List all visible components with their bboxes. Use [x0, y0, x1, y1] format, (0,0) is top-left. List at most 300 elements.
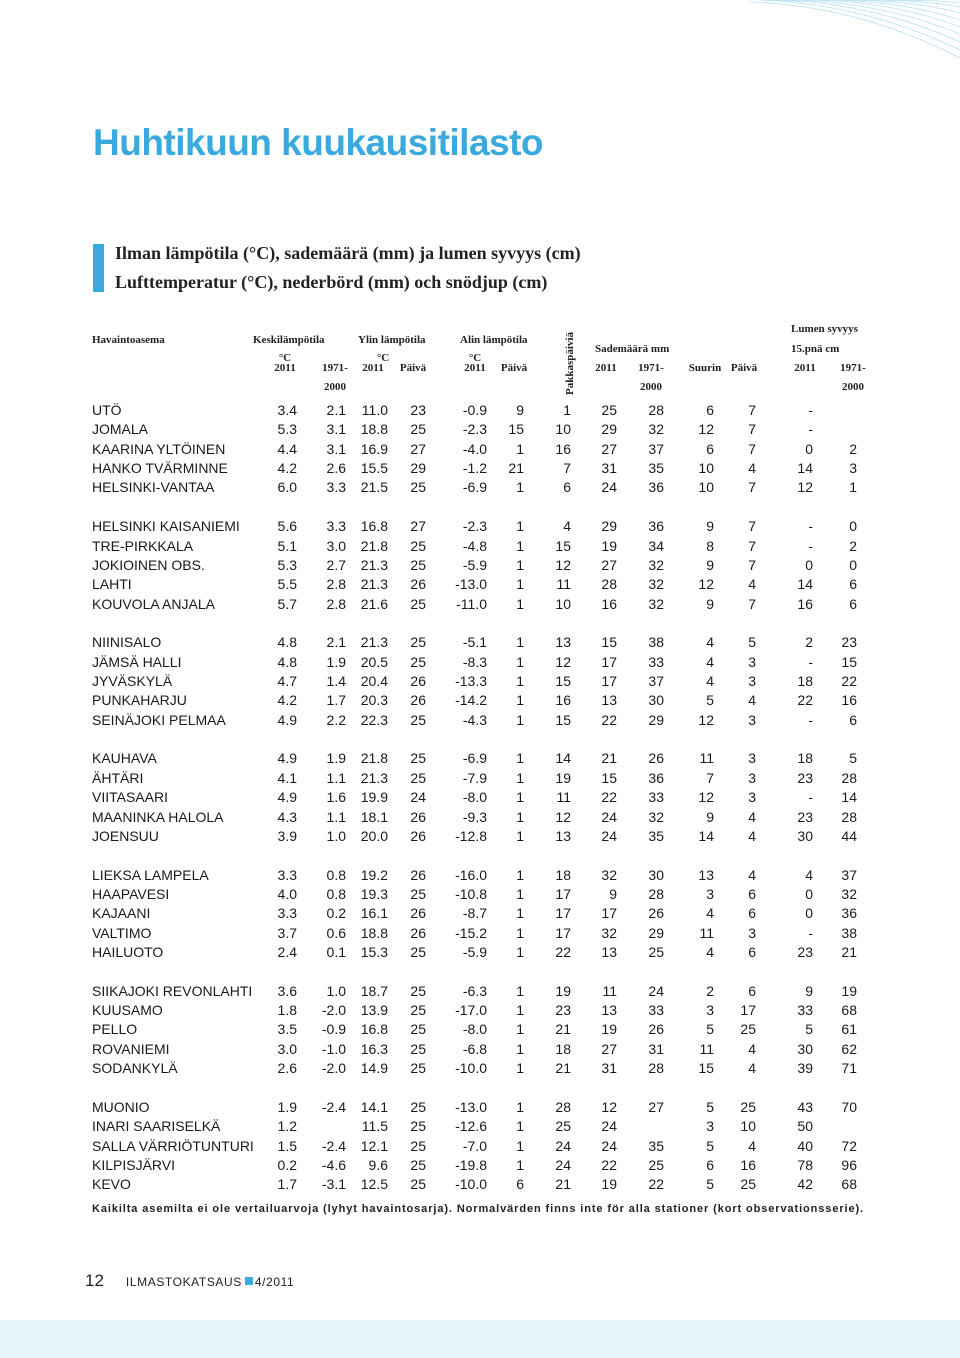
- cell-precip-day: 3: [748, 769, 756, 786]
- header-mean-2000: 2000: [324, 381, 346, 393]
- cell-min-2011: -10.0: [455, 1176, 487, 1193]
- cell-precip-1971-2000: 26: [648, 750, 664, 767]
- cell-min-day: 1: [516, 905, 524, 922]
- cell-precip-max: 5: [706, 1098, 714, 1115]
- cell-max-day: 25: [410, 885, 426, 902]
- cell-max-day: 25: [410, 556, 426, 573]
- cell-max-day: 25: [410, 1040, 426, 1057]
- cell-mean-2011: 5.5: [277, 576, 297, 593]
- cell-snow-1971-2000: 62: [841, 1040, 857, 1057]
- cell-frost-days: 21: [555, 1021, 571, 1038]
- cell-snow-2011: 0: [805, 905, 813, 922]
- cell-precip-2011: 25: [601, 402, 617, 418]
- cell-precip-day: 17: [740, 1002, 756, 1019]
- header-snow-date: 15.pnä cm: [791, 343, 840, 355]
- cell-min-2011: -19.8: [455, 1156, 487, 1173]
- header-station: Havaintoasema: [92, 334, 165, 346]
- cell-frost-days: 12: [555, 808, 571, 825]
- header-min-2011: 2011: [464, 362, 486, 374]
- cell-precip-2011: 17: [601, 905, 617, 922]
- cell-min-day: 1: [516, 711, 524, 728]
- cell-precip-2011: 15: [601, 634, 617, 651]
- footnote: Kaikilta asemilta ei ole vertailuarvoja (lyhyt havaintosarja). Normalvärden finns inte för alla stationer (kort observationsserie).: [92, 1203, 865, 1215]
- page-number: 12: [85, 1271, 104, 1290]
- cell-max-day: 25: [410, 944, 426, 960]
- cell-mean-1971-2000: 1.6: [326, 789, 346, 806]
- station-name: KEVO: [92, 1176, 131, 1193]
- cell-mean-1971-2000: 1.0: [326, 982, 346, 999]
- cell-min-day: 1: [516, 673, 524, 689]
- cell-snow-1971-2000: 44: [841, 827, 857, 844]
- cell-min-2011: -5.9: [462, 944, 487, 960]
- cell-mean-1971-2000: 1.1: [326, 808, 346, 825]
- cell-min-2011: -14.2: [455, 692, 487, 709]
- cell-snow-2011: 0: [805, 440, 813, 457]
- cell-frost-days: 14: [555, 750, 571, 767]
- cell-precip-max: 3: [706, 1002, 714, 1019]
- station-name: HAAPAVESI: [92, 885, 170, 902]
- cell-mean-2011: 4.9: [277, 711, 297, 728]
- cell-min-day: 1: [516, 692, 524, 709]
- cell-snow-1971-2000: 28: [841, 808, 857, 825]
- cell-max-2011: 20.5: [360, 653, 388, 670]
- cell-precip-day: 3: [748, 653, 756, 670]
- cell-min-2011: -8.3: [462, 653, 487, 670]
- cell-min-day: 1: [516, 1021, 524, 1038]
- cell-mean-2011: 4.9: [277, 750, 297, 767]
- station-name: KOUVOLA ANJALA: [92, 595, 215, 612]
- cell-precip-max: 12: [698, 789, 714, 806]
- header-precip-2011: 2011: [595, 362, 617, 374]
- cell-precip-day: 7: [748, 421, 756, 438]
- cell-max-day: 26: [410, 827, 426, 844]
- station-name: ÄHTÄRI: [92, 769, 144, 786]
- header-max-2011: 2011: [362, 362, 384, 374]
- cell-mean-2011: 4.9: [277, 789, 297, 806]
- cell-frost-days: 18: [555, 1040, 571, 1057]
- cell-precip-day: 4: [748, 576, 756, 593]
- cell-precip-max: 11: [699, 924, 714, 941]
- station-name: VALTIMO: [92, 924, 152, 941]
- cell-max-2011: 21.8: [360, 750, 388, 767]
- cell-precip-max: 3: [706, 885, 714, 902]
- cell-max-day: 25: [410, 769, 426, 786]
- cell-frost-days: 4: [563, 518, 571, 535]
- cell-mean-2011: 3.3: [277, 866, 297, 883]
- cell-snow-2011: 33: [797, 1002, 813, 1019]
- cell-precip-day: 6: [748, 944, 756, 960]
- cell-min-day: 9: [516, 402, 524, 418]
- cell-precip-2011: 13: [601, 944, 617, 960]
- cell-min-day: 1: [516, 479, 524, 496]
- cell-max-day: 27: [410, 518, 426, 535]
- cell-precip-day: 3: [748, 924, 756, 941]
- cell-mean-2011: 1.9: [277, 1098, 297, 1115]
- cell-mean-1971-2000: 0.8: [326, 866, 346, 883]
- station-name: PUNKAHARJU: [92, 692, 187, 709]
- cell-frost-days: 10: [555, 595, 571, 612]
- cell-precip-day: 4: [748, 827, 756, 844]
- cell-snow-1971-2000: 61: [841, 1021, 857, 1038]
- cell-max-2011: 9.6: [368, 1156, 388, 1173]
- cell-mean-2011: 4.1: [277, 769, 297, 786]
- cell-max-day: 25: [410, 479, 426, 496]
- cell-precip-1971-2000: 36: [648, 479, 664, 496]
- cell-max-2011: 21.3: [360, 576, 388, 593]
- cell-max-day: 24: [410, 789, 426, 806]
- cell-max-day: 25: [410, 1176, 426, 1193]
- cell-mean-2011: 4.2: [277, 460, 297, 477]
- cell-precip-1971-2000: 30: [648, 866, 664, 883]
- cell-min-2011: -8.0: [462, 789, 487, 806]
- cell-precip-1971-2000: 35: [648, 460, 664, 477]
- cell-precip-2011: 24: [601, 1118, 617, 1135]
- header-max-temp: Ylin lämpötila: [358, 334, 426, 346]
- header-snow-2011: 2011: [794, 362, 816, 374]
- cell-mean-1971-2000: 1.0: [326, 827, 346, 844]
- cell-min-day: 1: [516, 808, 524, 825]
- cell-min-2011: -6.9: [462, 479, 487, 496]
- station-name: SEINÄJOKI PELMAA: [92, 711, 226, 728]
- station-name: JOKIOINEN OBS.: [92, 556, 205, 573]
- cell-max-day: 25: [410, 653, 426, 670]
- cell-min-2011: -13.0: [455, 1098, 487, 1115]
- cell-snow-1971-2000: 3: [849, 460, 857, 477]
- cell-precip-day: 3: [748, 789, 756, 806]
- cell-snow-2011: 14: [797, 460, 813, 477]
- cell-precip-day: 16: [740, 1156, 756, 1173]
- cell-precip-day: 6: [748, 885, 756, 902]
- bottom-band: [0, 1320, 960, 1358]
- cell-snow-2011: 12: [797, 479, 813, 496]
- cell-precip-max: 6: [706, 402, 714, 418]
- cell-frost-days: 19: [555, 769, 571, 786]
- cell-precip-max: 5: [706, 1137, 714, 1154]
- cell-snow-1971-2000: 15: [841, 653, 857, 670]
- cell-precip-max: 4: [706, 653, 714, 670]
- cell-min-2011: -12.6: [455, 1118, 487, 1135]
- header-snow-2000: 2000: [842, 381, 864, 393]
- station-name: PELLO: [92, 1021, 138, 1038]
- station-name: KUUSAMO: [92, 1002, 163, 1019]
- cell-precip-2011: 11: [602, 982, 617, 999]
- cell-mean-2011: 5.3: [277, 556, 297, 573]
- cell-snow-2011: -: [808, 711, 813, 728]
- cell-snow-1971-2000: 14: [841, 789, 857, 806]
- cell-precip-max: 5: [706, 692, 714, 709]
- cell-snow-1971-2000: 19: [841, 982, 857, 999]
- cell-snow-1971-2000: 68: [841, 1176, 857, 1193]
- cell-min-2011: -5.9: [462, 556, 487, 573]
- cell-precip-day: 7: [748, 518, 756, 535]
- cell-mean-2011: 1.2: [277, 1118, 297, 1135]
- cell-snow-2011: 23: [797, 808, 813, 825]
- cell-max-2011: 11.5: [361, 1118, 388, 1135]
- cell-precip-max: 5: [706, 1021, 714, 1038]
- cell-mean-2011: 6.0: [277, 479, 297, 496]
- cell-min-day: 1: [516, 576, 524, 593]
- header-unit-c-max: °C: [376, 352, 390, 364]
- cell-mean-1971-2000: -0.9: [321, 1021, 346, 1038]
- cell-min-2011: -12.8: [455, 827, 487, 844]
- cell-min-2011: -6.9: [462, 750, 487, 767]
- cell-min-day: 1: [516, 827, 524, 844]
- cell-mean-2011: 1.5: [277, 1137, 297, 1154]
- cell-max-2011: 18.8: [360, 924, 388, 941]
- cell-precip-1971-2000: 29: [648, 924, 664, 941]
- cell-frost-days: 11: [556, 789, 571, 806]
- cell-precip-2011: 27: [601, 440, 617, 457]
- cell-precip-2011: 22: [601, 789, 617, 806]
- cell-frost-days: 7: [563, 460, 571, 477]
- cell-max-day: 26: [410, 673, 426, 689]
- cell-precip-2011: 24: [601, 1137, 617, 1154]
- cell-precip-1971-2000: 25: [648, 1156, 664, 1173]
- cell-precip-1971-2000: 36: [648, 769, 664, 786]
- cell-min-day: 1: [516, 1002, 524, 1019]
- cell-precip-2011: 32: [601, 866, 617, 883]
- cell-max-2011: 19.9: [360, 789, 388, 806]
- cell-snow-2011: -: [808, 421, 813, 438]
- cell-precip-1971-2000: 32: [648, 556, 664, 573]
- header-max-day: Päivä: [399, 362, 427, 374]
- cell-mean-1971-2000: 2.2: [326, 711, 346, 728]
- cell-min-2011: -6.3: [462, 982, 487, 999]
- cell-min-2011: -13.3: [455, 673, 487, 689]
- cell-snow-2011: 50: [797, 1118, 813, 1135]
- cell-min-day: 1: [516, 653, 524, 670]
- cell-precip-2011: 17: [601, 673, 617, 689]
- cell-frost-days: 15: [555, 711, 571, 728]
- cell-snow-1971-2000: 2: [849, 537, 857, 554]
- cell-mean-1971-2000: 2.8: [326, 595, 346, 612]
- cell-snow-1971-2000: 22: [841, 673, 857, 689]
- cell-min-day: 1: [516, 518, 524, 535]
- cell-frost-days: 21: [555, 1176, 571, 1193]
- header-snow-depth: Lumen syvyys: [791, 323, 858, 335]
- cell-snow-1971-2000: 23: [841, 634, 857, 651]
- cell-mean-1971-2000: -1.0: [321, 1040, 346, 1057]
- cell-precip-1971-2000: 30: [648, 692, 664, 709]
- cell-precip-day: 7: [748, 402, 756, 418]
- cell-precip-day: 4: [748, 1137, 756, 1154]
- cell-frost-days: 13: [555, 827, 571, 844]
- cell-mean-1971-2000: 1.7: [326, 692, 346, 709]
- cell-mean-2011: 2.4: [277, 944, 297, 960]
- cell-precip-1971-2000: 32: [648, 595, 664, 612]
- cell-mean-2011: 5.1: [277, 537, 297, 554]
- cell-frost-days: 1: [563, 402, 571, 418]
- cell-mean-1971-2000: 0.1: [326, 944, 346, 960]
- cell-snow-2011: 16: [797, 595, 813, 612]
- cell-mean-1971-2000: 3.0: [326, 537, 346, 554]
- cell-min-day: 1: [516, 556, 524, 573]
- cell-precip-max: 12: [698, 711, 714, 728]
- cell-mean-2011: 4.0: [277, 885, 297, 902]
- cell-max-2011: 12.1: [360, 1137, 388, 1154]
- cell-precip-1971-2000: 26: [648, 1021, 664, 1038]
- cell-snow-2011: 14: [797, 576, 813, 593]
- cell-min-day: 1: [516, 1137, 524, 1154]
- header-mean-2011: 2011: [274, 362, 296, 374]
- cell-max-2011: 16.3: [360, 1040, 388, 1057]
- cell-snow-1971-2000: 0: [849, 518, 857, 535]
- cell-max-2011: 22.3: [360, 711, 388, 728]
- cell-max-2011: 14.9: [360, 1060, 388, 1077]
- cell-min-day: 1: [516, 944, 524, 960]
- cell-snow-1971-2000: 37: [841, 866, 857, 883]
- cell-max-2011: 16.9: [360, 440, 388, 457]
- cell-mean-2011: 4.2: [277, 692, 297, 709]
- cell-precip-max: 7: [706, 769, 714, 786]
- cell-snow-2011: 43: [797, 1098, 813, 1115]
- cell-mean-2011: 4.4: [277, 440, 297, 457]
- cell-mean-1971-2000: 0.2: [326, 905, 346, 922]
- page-footer: [85, 1271, 294, 1291]
- cell-precip-1971-2000: 37: [648, 673, 664, 689]
- cell-mean-1971-2000: 1.1: [326, 769, 346, 786]
- cell-max-2011: 18.1: [360, 808, 388, 825]
- cell-min-2011: -5.1: [462, 634, 487, 651]
- cell-snow-1971-2000: 6: [849, 576, 857, 593]
- cell-min-day: 15: [508, 421, 524, 438]
- cell-precip-2011: 29: [601, 518, 617, 535]
- cell-precip-1971-2000: 35: [648, 1137, 664, 1154]
- cell-precip-max: 10: [698, 460, 714, 477]
- cell-mean-2011: 3.6: [277, 982, 297, 999]
- cell-max-day: 25: [410, 711, 426, 728]
- cell-min-2011: -6.8: [462, 1040, 487, 1057]
- cell-max-day: 26: [410, 576, 426, 593]
- cell-max-day: 26: [410, 692, 426, 709]
- cell-snow-1971-2000: 36: [841, 905, 857, 922]
- decorative-wave-lines: [750, 0, 960, 62]
- cell-frost-days: 12: [555, 653, 571, 670]
- cell-min-2011: -15.2: [455, 924, 487, 941]
- cell-max-day: 25: [410, 750, 426, 767]
- cell-precip-max: 6: [706, 440, 714, 457]
- cell-min-2011: -4.3: [462, 711, 487, 728]
- cell-snow-2011: 5: [805, 1021, 813, 1038]
- station-name: HAILUOTO: [92, 944, 164, 960]
- station-name: UTÖ: [92, 402, 122, 418]
- header-frost-days: Pakkaspäiviä: [564, 332, 576, 395]
- cell-snow-2011: 9: [805, 982, 813, 999]
- cell-snow-1971-2000: 2: [849, 440, 857, 457]
- cell-precip-2011: 21: [601, 750, 617, 767]
- cell-precip-day: 25: [740, 1021, 756, 1038]
- station-name: VIITASAARI: [92, 789, 168, 806]
- station-name: LIEKSA LAMPELA: [92, 866, 209, 883]
- cell-precip-max: 4: [706, 905, 714, 922]
- cell-snow-2011: 22: [797, 692, 813, 709]
- cell-snow-2011: 30: [797, 827, 813, 844]
- cell-snow-2011: 18: [797, 750, 813, 767]
- cell-min-day: 1: [516, 1156, 524, 1173]
- cell-precip-day: 4: [748, 692, 756, 709]
- cell-snow-1971-2000: 6: [849, 595, 857, 612]
- station-name: HANKO TVÄRMINNE: [92, 460, 228, 477]
- cell-precip-max: 12: [698, 576, 714, 593]
- cell-precip-day: 4: [748, 1040, 756, 1057]
- cell-precip-2011: 22: [601, 711, 617, 728]
- cell-precip-1971-2000: 28: [648, 1060, 664, 1077]
- cell-max-2011: 13.9: [360, 1002, 388, 1019]
- cell-precip-day: 4: [748, 808, 756, 825]
- subtitle-accent-bar: [93, 244, 104, 292]
- cell-precip-day: 7: [748, 556, 756, 573]
- cell-mean-1971-2000: 2.8: [326, 576, 346, 593]
- cell-precip-2011: 12: [601, 1098, 617, 1115]
- cell-precip-day: 4: [748, 460, 756, 477]
- cell-frost-days: 15: [555, 673, 571, 689]
- cell-frost-days: 17: [555, 924, 571, 941]
- cell-precip-1971-2000: 37: [648, 440, 664, 457]
- cell-mean-2011: 3.9: [277, 827, 297, 844]
- station-name: HELSINKI KAISANIEMI: [92, 518, 240, 535]
- square-icon: [245, 1277, 253, 1285]
- cell-mean-1971-2000: 3.1: [326, 440, 346, 457]
- cell-precip-1971-2000: 31: [648, 1040, 664, 1057]
- header-unit-c-min: °C: [468, 352, 482, 364]
- cell-max-2011: 11.0: [361, 402, 388, 418]
- cell-min-2011: -13.0: [455, 576, 487, 593]
- cell-mean-1971-2000: -2.4: [321, 1137, 346, 1154]
- subtitle-swedish: Lufttemperatur (°C), nederbörd (mm) och snödjup (cm): [115, 272, 548, 292]
- cell-precip-2011: 27: [601, 1040, 617, 1057]
- cell-precip-max: 9: [706, 595, 714, 612]
- cell-frost-days: 24: [555, 1156, 571, 1173]
- cell-mean-1971-2000: 1.4: [326, 673, 346, 689]
- cell-min-day: 1: [516, 440, 524, 457]
- cell-mean-1971-2000: 2.6: [326, 460, 346, 477]
- cell-max-2011: 20.3: [360, 692, 388, 709]
- cell-snow-2011: -: [808, 789, 813, 806]
- cell-precip-max: 2: [706, 982, 714, 999]
- cell-min-2011: -11.0: [456, 595, 487, 612]
- cell-max-day: 26: [410, 866, 426, 883]
- cell-frost-days: 11: [556, 576, 571, 593]
- cell-min-day: 1: [516, 1060, 524, 1077]
- station-name: JYVÄSKYLÄ: [92, 673, 173, 689]
- station-name: NIINISALO: [92, 634, 162, 651]
- cell-mean-1971-2000: -4.6: [321, 1156, 346, 1173]
- cell-mean-2011: 1.8: [277, 1002, 297, 1019]
- publication-name: ILMASTOKATSAUS: [125, 1275, 242, 1289]
- cell-precip-2011: 13: [601, 692, 617, 709]
- cell-max-day: 25: [410, 537, 426, 554]
- cell-precip-2011: 19: [601, 537, 617, 554]
- cell-max-2011: 16.1: [360, 905, 388, 922]
- cell-min-2011: -9.3: [462, 808, 487, 825]
- cell-precip-day: 6: [748, 982, 756, 999]
- cell-frost-days: 22: [555, 944, 571, 960]
- cell-snow-1971-2000: 32: [841, 885, 857, 902]
- cell-mean-1971-2000: 1.9: [326, 750, 346, 767]
- cell-precip-max: 6: [706, 1156, 714, 1173]
- issue-number: 4/2011: [254, 1275, 295, 1289]
- cell-max-2011: 21.5: [360, 479, 388, 496]
- cell-max-2011: 21.6: [360, 595, 388, 612]
- cell-max-day: 26: [410, 905, 426, 922]
- cell-precip-1971-2000: 25: [648, 944, 664, 960]
- cell-min-2011: -17.0: [455, 1002, 487, 1019]
- station-name: MUONIO: [92, 1098, 150, 1115]
- station-name: JOMALA: [92, 421, 149, 438]
- cell-max-2011: 21.3: [360, 634, 388, 651]
- header-precip-day: Päivä: [730, 362, 758, 374]
- cell-frost-days: 19: [555, 982, 571, 999]
